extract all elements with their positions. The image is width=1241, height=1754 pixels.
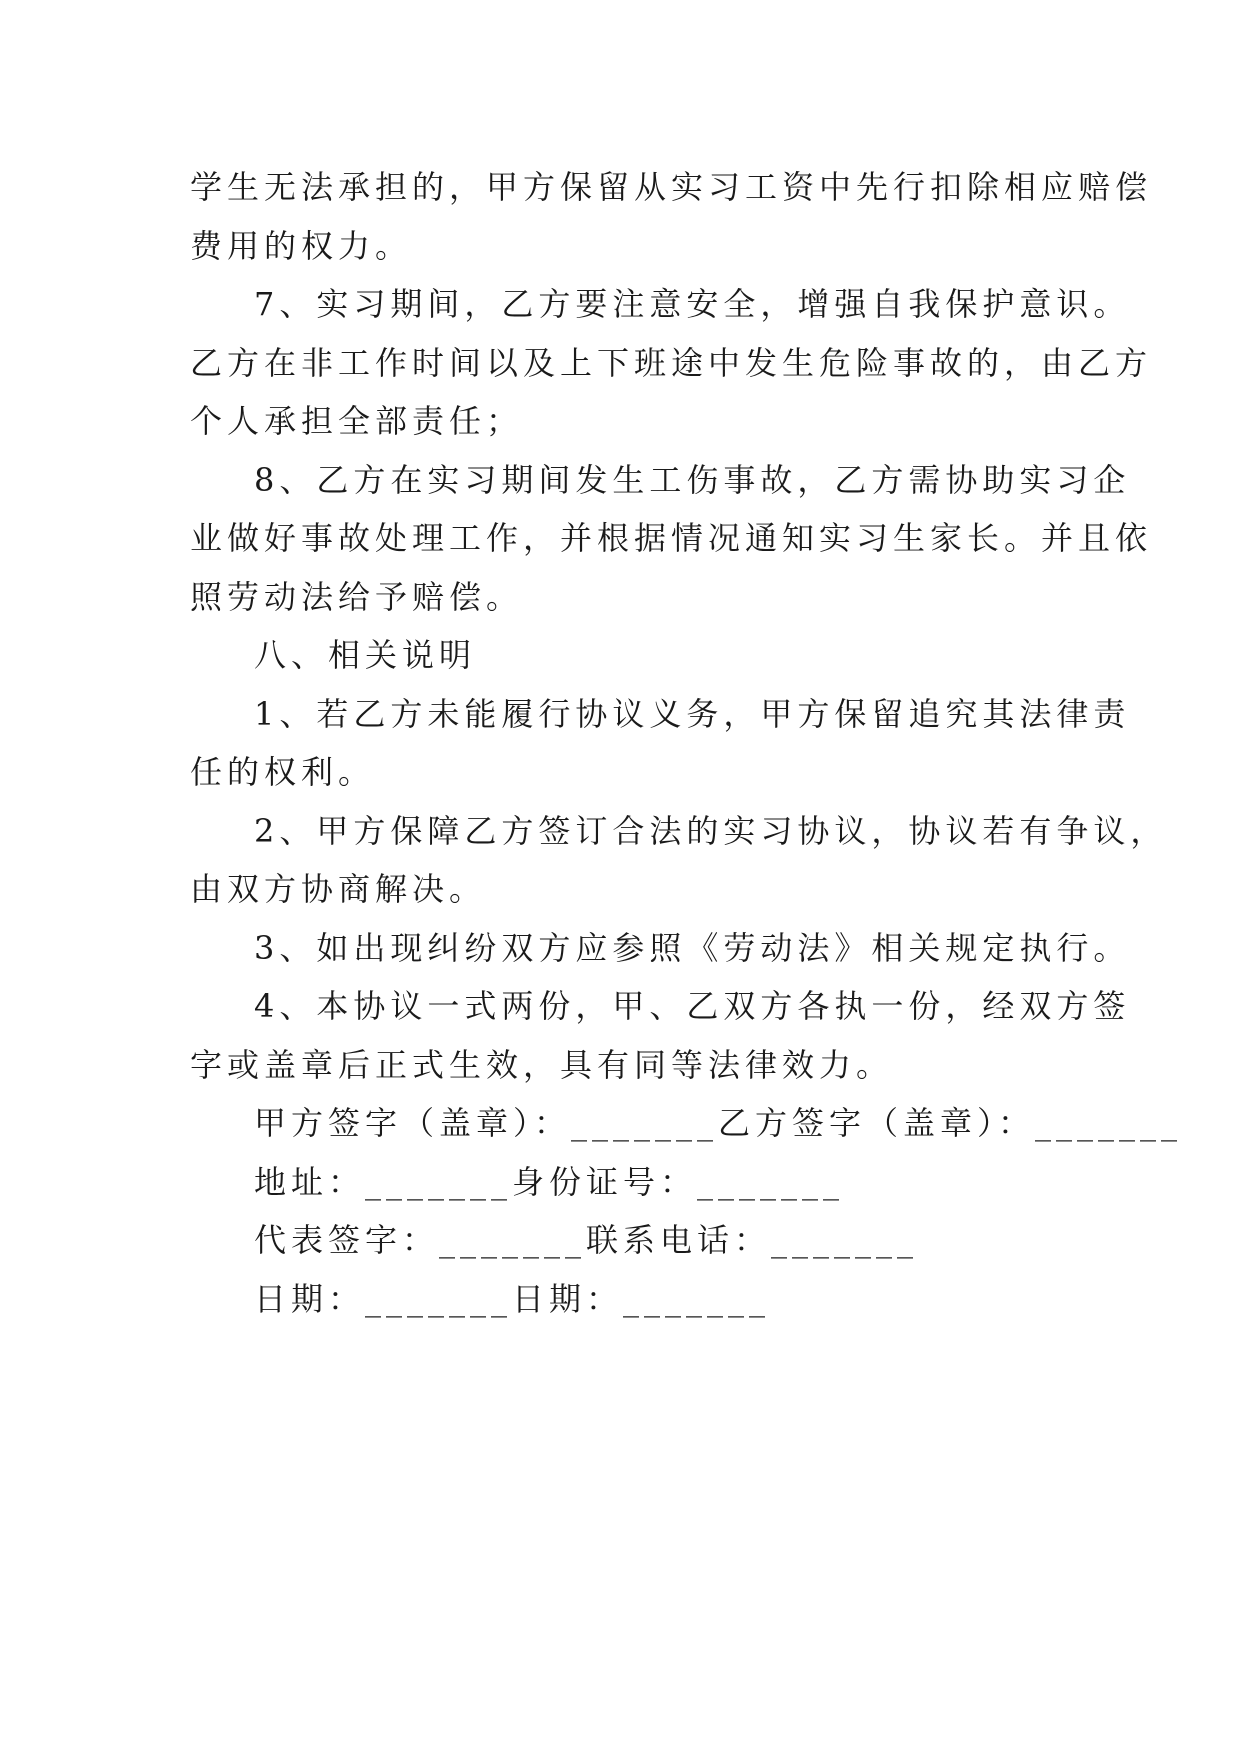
paragraph-line: 学生无法承担的，甲方保留从实习工资中先行扣除相应赔偿 [190, 168, 1153, 206]
section-heading: 八、相关说明 [254, 636, 477, 674]
paragraph-line: 字或盖章后正式生效，具有同等法律效力。 [190, 1045, 894, 1084]
signature-line-party-signatures: 甲方签字（盖章）：_______乙方签字（盖章）：_______ [254, 1104, 1183, 1142]
signature-line-dates: 日期：_______日期：_______ [254, 1279, 771, 1318]
paragraph-line: 业做好事故处理工作，并根据情况通知实习生家长。并且依 [190, 519, 1153, 557]
paragraph-line: 乙方在非工作时间以及上下班途中发生危险事故的，由乙方 [190, 343, 1153, 382]
paragraph-line: 4、本协议一式两份，甲、乙双方各执一份，经双方签 [254, 987, 1131, 1025]
paragraph-line: 8、乙方在实习期间发生工伤事故，乙方需协助实习企 [254, 460, 1131, 499]
paragraph-line: 3、如出现纠纷双方应参照《劳动法》相关规定执行。 [254, 928, 1131, 967]
signature-block [190, 1094, 1183, 1328]
paragraph-line: 费用的权力。 [190, 226, 413, 265]
paragraph-line: 7、实习期间，乙方要注意安全，增强自我保护意识。 [254, 285, 1131, 323]
paragraph-line: 个人承担全部责任； [190, 402, 524, 440]
signature-line-representative-phone: 代表签字：_______联系电话：_______ [254, 1221, 919, 1259]
paragraph-line: 任的权利。 [190, 753, 376, 791]
paragraph-line: 2、甲方保障乙方签订合法的实习协议，协议若有争议， [254, 811, 1168, 850]
signature-line-address-id: 地址：_______身份证号：_______ [254, 1162, 845, 1201]
paragraph-line: 1、若乙方未能履行协议义务，甲方保留追究其法律责 [254, 694, 1131, 733]
document-body [190, 158, 1183, 1328]
paragraph-line: 由双方协商解决。 [190, 870, 487, 908]
paragraph-line: 照劳动法给予赔偿。 [190, 577, 524, 616]
